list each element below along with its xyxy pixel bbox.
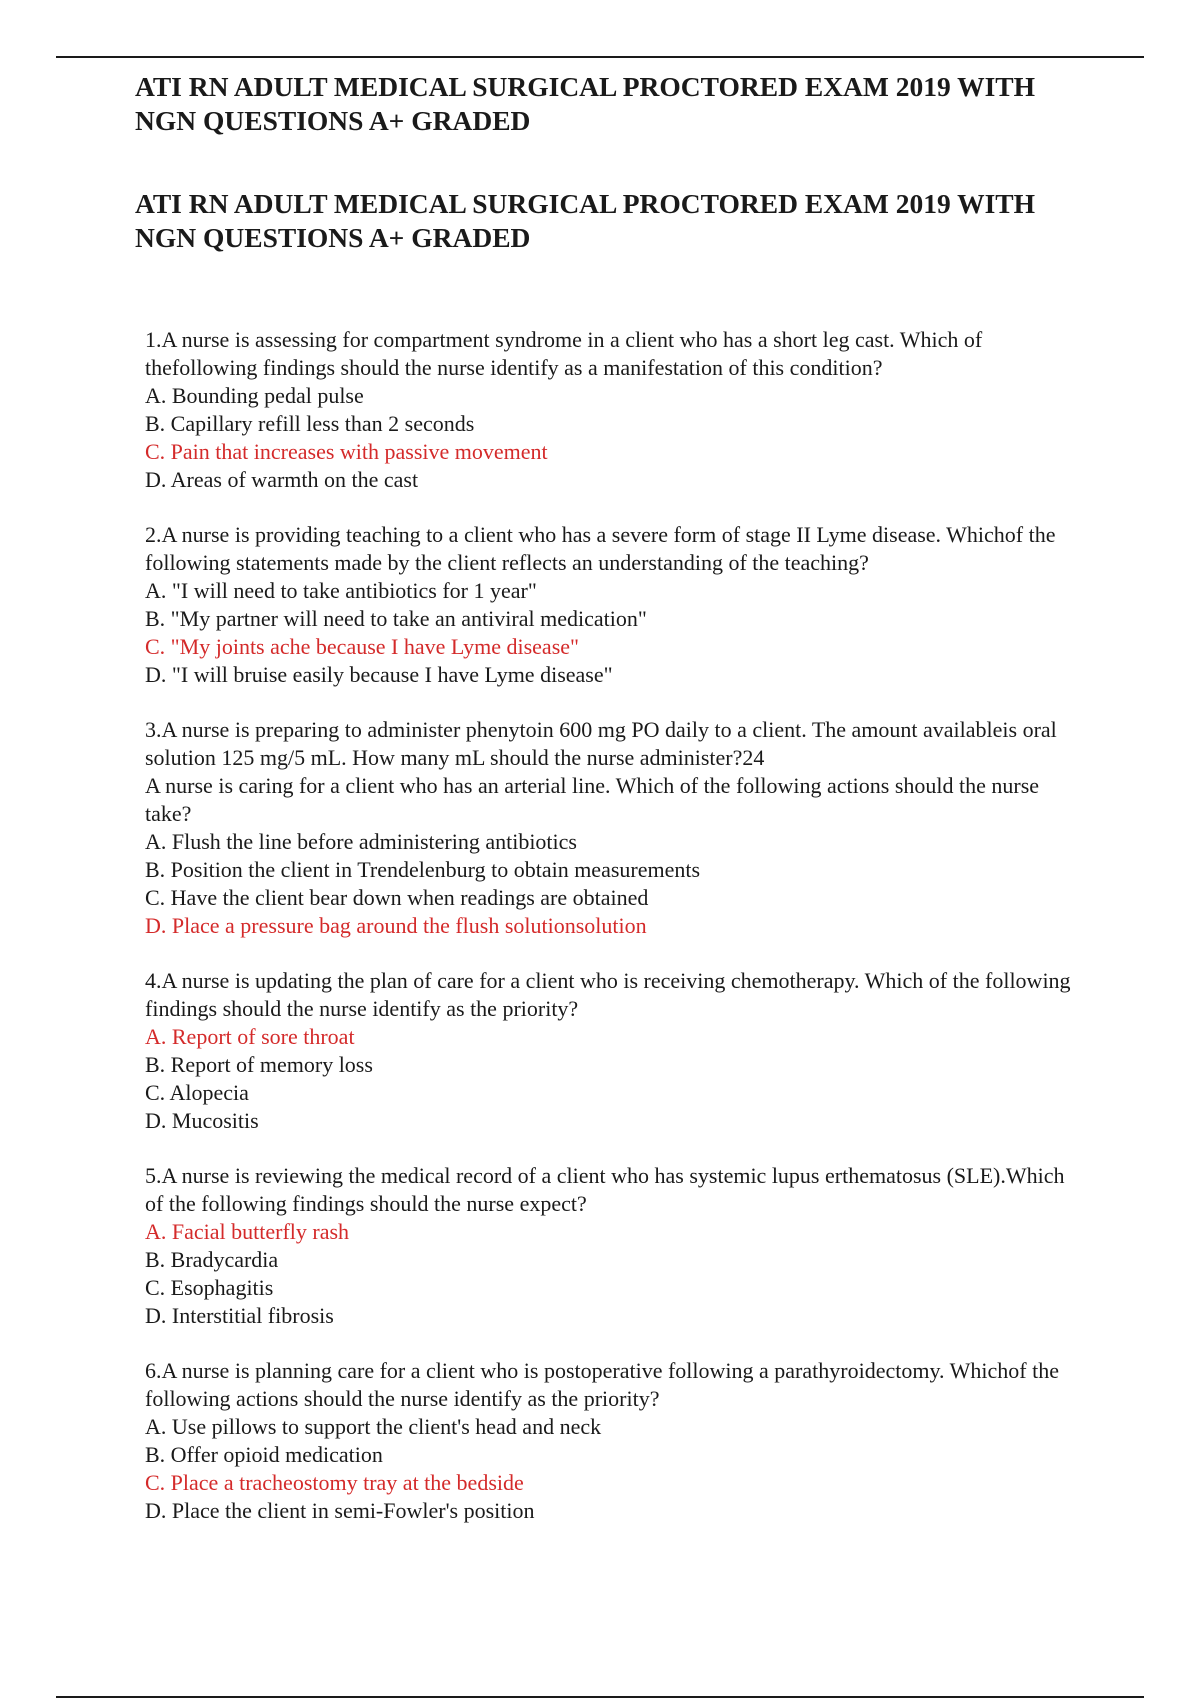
question-stem: 6.A nurse is planning care for a client who is postoperative following a parathyroidectomy. Whichof the following actions should the nurse identify as the priority? (145, 1358, 1059, 1411)
question-stem: 4.A nurse is updating the plan of care for a client who is receiving chemotherapy. Which of the following findings should the nurse identify as the priority? (145, 968, 1071, 1021)
question-6 (145, 1357, 1085, 1525)
answer-option: B. "My partner will need to take an antiviral medication" (145, 606, 647, 631)
question-stem: 5.A nurse is reviewing the medical record of a client who has systemic lupus erthematosus (SLE).Which of the following findings should the nurse expect? (145, 1163, 1065, 1216)
answer-option: C. Alopecia (145, 1080, 249, 1105)
answer-option: B. Position the client in Trendelenburg to obtain measurements (145, 857, 701, 882)
question-stem-continued: A nurse is caring for a client who has an arterial line. Which of the following actions should the nurse take? (145, 773, 1040, 826)
answer-option: A. Flush the line before administering antibiotics (145, 829, 577, 854)
question-stem: 2.A nurse is providing teaching to a client who has a severe form of stage II Lyme disease. Whichof the following statements made by the client reflects an understanding of the teaching? (145, 522, 1056, 575)
correct-answer-option: A. Facial butterfly rash (145, 1219, 350, 1244)
document-title: ATI RN ADULT MEDICAL SURGICAL PROCTORED EXAM 2019 WITH NGN QUESTIONS A+ GRADED (135, 71, 1036, 136)
question-1 (145, 326, 1085, 494)
answer-option: C. Esophagitis (145, 1275, 274, 1300)
answer-option: D. Mucositis (145, 1108, 259, 1133)
correct-answer-option: C. "My joints ache because I have Lyme disease" (145, 634, 579, 659)
answer-option: A. "I will need to take antibiotics for 1 year" (145, 578, 537, 603)
correct-answer-option: C. Pain that increases with passive movement (145, 439, 548, 464)
answer-option: B. Offer opioid medication (145, 1442, 383, 1467)
question-5 (145, 1162, 1085, 1330)
answer-option: C. Have the client bear down when readings are obtained (145, 885, 649, 910)
correct-answer-option: A. Report of sore throat (145, 1024, 355, 1049)
answer-option: D. Place the client in semi-Fowler's position (145, 1498, 535, 1523)
answer-option: D. Areas of warmth on the cast (145, 467, 419, 492)
answer-option: A. Bounding pedal pulse (145, 383, 364, 408)
question-2 (145, 521, 1085, 689)
question-stem: 1.A nurse is assessing for compartment syndrome in a client who has a short leg cast. Which of thefollowing findings should the nurse identify as a manifestation of this condition? (145, 327, 983, 380)
bottom-rule (56, 1696, 1144, 1698)
question-3 (145, 716, 1085, 940)
document-subtitle: ATI RN ADULT MEDICAL SURGICAL PROCTORED EXAM 2019 WITH NGN QUESTIONS A+ GRADED (135, 188, 1036, 253)
top-rule (56, 56, 1144, 58)
answer-option: A. Use pillows to support the client's head and neck (145, 1414, 602, 1439)
answer-option: D. "I will bruise easily because I have Lyme disease" (145, 662, 613, 687)
answer-option: B. Capillary refill less than 2 seconds (145, 411, 475, 436)
correct-answer-option: D. Place a pressure bag around the flush solutionsolution (145, 913, 647, 938)
answer-option: B. Report of memory loss (145, 1052, 373, 1077)
answer-option: D. Interstitial fibrosis (145, 1303, 334, 1328)
question-4 (145, 967, 1085, 1135)
question-stem: 3.A nurse is preparing to administer phenytoin 600 mg PO daily to a client. The amount availableis oral solution 125 mg/5 mL. How many mL should the nurse administer?24 (145, 717, 1057, 770)
answer-option: B. Bradycardia (145, 1247, 279, 1272)
question-list (145, 326, 1085, 1525)
correct-answer-option: C. Place a tracheostomy tray at the bedside (145, 1470, 524, 1495)
